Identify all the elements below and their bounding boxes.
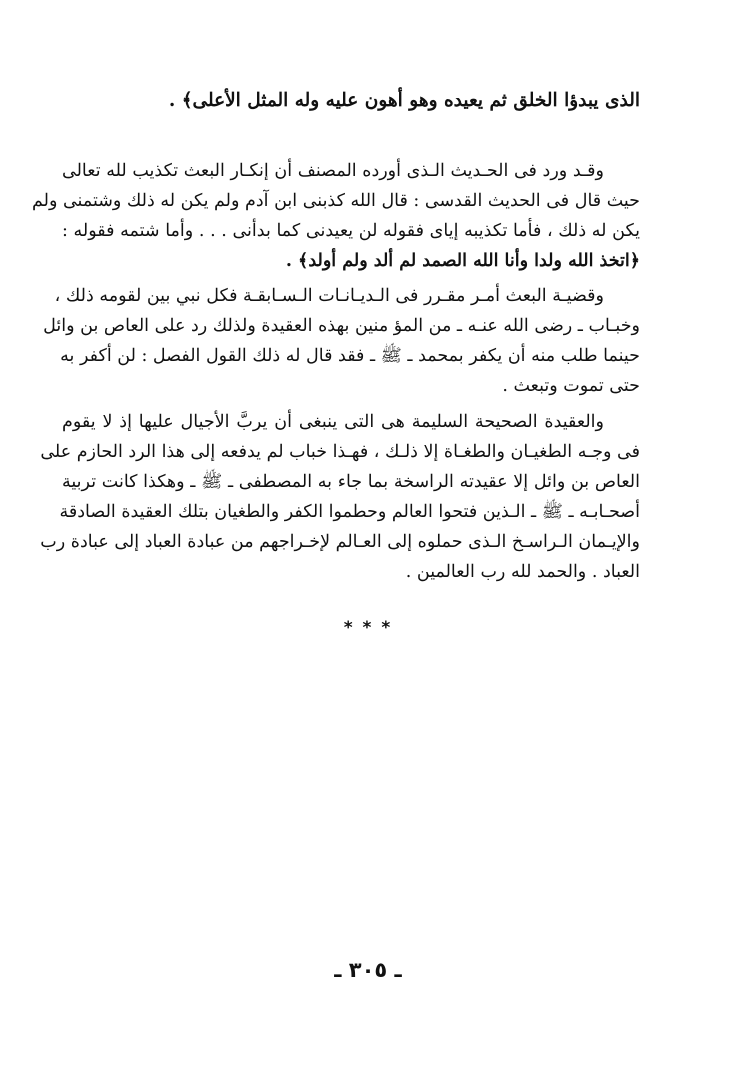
paragraph-line: وخبـاب ـ رضى الله عنـه ـ من المؤ منين بهذه العقيدة ولذلك رد على العاص بن وائل <box>43 316 640 336</box>
paragraph-1 <box>31 156 640 276</box>
paragraph-line: حتى تموت وتبعث . <box>502 376 640 396</box>
quran-quote-line: ﴿اتخذ الله ولدا وأنا الله الصمد لم ألد ولم أولد﴾ . <box>285 251 640 271</box>
paragraph-line: حيث قال فى الحديث القدسى : قال الله كذبنى ابن آدم ولم يكن له ذلك وشتمنى ولم <box>31 191 640 211</box>
paragraph-3 <box>40 407 640 587</box>
paragraph-line: حينما طلب منه أن يكفر بمحمد ـ ﷺ ـ فقد قال له ذلك القول الفصل : لن أكفر به <box>60 346 640 366</box>
paragraph-line: العاص بن وائل إلا عقيدته الراسخة بما جاء به المصطفى ـ ﷺ ـ وهكذا كانت تربية <box>62 472 640 492</box>
paragraph-line: العباد . والحمد لله رب العالمين . <box>405 562 640 582</box>
paragraph-line: والعقيدة الصحيحة السليمة هى التى ينبغى أن يربَّ الأجيال عليها إذ لا يقوم <box>62 412 604 432</box>
verse-line: الذى يبدؤا الخلق ثم يعيده وهو أهون عليه وله المثل الأعلى﴾ . <box>168 90 640 111</box>
paragraph-line: والإيـمان الـراسـخ الـذى حملوه إلى العـالم لإخـراجهم من عبادة العباد إلى عبادة رب <box>40 532 640 552</box>
paragraph-line: أصحـابـه ـ ﷺ ـ الـذين فتحوا العالم وحطموا الكفر والطغيان بتلك العقيدة الصادقة <box>59 502 640 522</box>
paragraph-line: وقـد ورد فى الحـديث الـذى أورده المصنف أن إنكـار البعث تكذيب لله تعالى <box>62 161 604 181</box>
section-divider: * * * <box>343 618 393 638</box>
page-number: ـ ٣٠٥ ـ <box>334 958 402 982</box>
paragraph-2 <box>43 281 640 401</box>
paragraph-line: وقضيـة البعث أمـر مقـرر فى الـديـانـات الـسـابقـة فكل نبي بين لقومه ذلك ، <box>54 286 604 306</box>
paragraph-line: فى وجـه الطغيـان والطغـاة إلا ذلـك ، فهـذا خباب لم يدفعه إلى هذا الرد الحازم على <box>40 442 640 462</box>
paragraph-line: يكن له ذلك ، فأما تكذيبه إياى فقوله لن يعيدنى كما بدأنى . . . وأما شتمه فقوله : <box>62 221 640 241</box>
verse-block <box>62 86 640 116</box>
